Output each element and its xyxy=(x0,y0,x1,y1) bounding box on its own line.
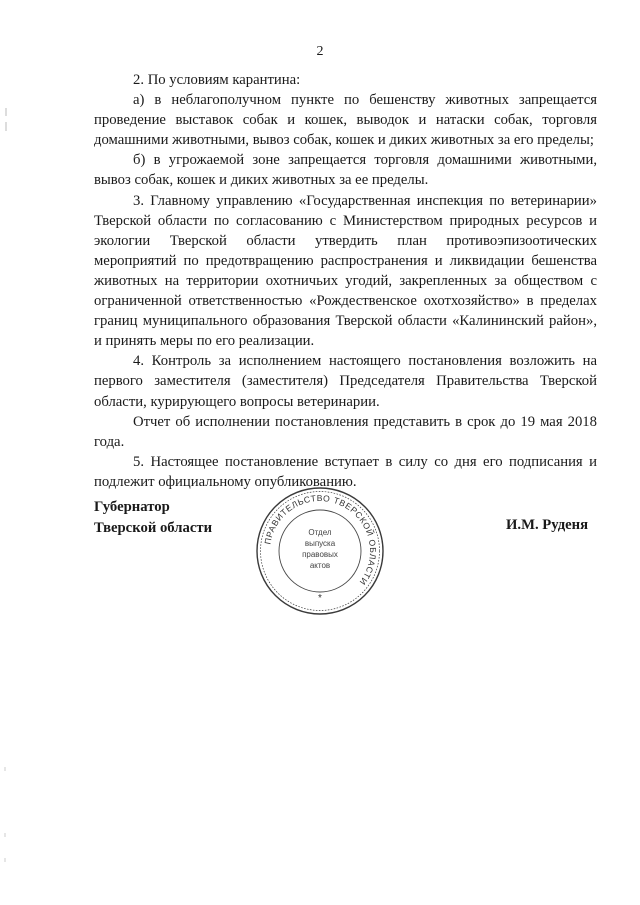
document-body xyxy=(94,70,597,492)
paragraph-2a: а) в неблагополучном пункте по бешенству животных запрещается проведение выставок собак и кошек, выводок и натаски собак, торговля домашними животными, вывоз собак, кошек и диких животных за его пределы; xyxy=(94,92,597,149)
paragraph-2-heading: 2. По условиям карантина: xyxy=(133,72,301,88)
stamp-ring-text: ПРАВИТЕЛЬСТВО ТВЕРСКОЙ ОБЛАСТИ xyxy=(262,492,379,588)
signatory-position xyxy=(94,497,212,539)
paragraph-3: 3. Главному управлению «Государственная инспекция по ветеринарии» Тверской области по согласованию с Министерством природных ресурсов и экологии Тверской области утвердить план противоэпизоотических мероприятий по предотвращению распространения и ликвидации бешенства животных на территории охотничьих угодий, закрепленных за обществом с ограниченной ответственностью «Рождественское охотхозяйство» в пределах границ муниципального образования Тверской области «Калининский район», и принять меры по его реализации. xyxy=(94,192,597,350)
signatory-region: Тверской области xyxy=(94,520,213,536)
paragraph-4: 4. Контроль за исполнением настоящего постановления возложить на первого заместителя (заместителя) Председателя Правительства Тверской области, курирующего вопросы ветеринарии. xyxy=(94,353,597,410)
svg-text:выпуска: выпуска xyxy=(304,539,336,548)
svg-text:актов: актов xyxy=(309,561,331,570)
svg-text:правовых: правовых xyxy=(302,550,338,559)
scan-margin-marks xyxy=(0,0,20,905)
paragraph-5: 5. Настоящее постановление вступает в силу со дня его подписания и подлежит официальному опубликованию. xyxy=(94,453,597,490)
page-number: 2 xyxy=(316,44,324,59)
svg-text:*: * xyxy=(318,593,322,604)
paragraph-report: Отчет об исполнении постановления представить в срок до 19 мая 2018 года. xyxy=(94,413,597,450)
official-stamp xyxy=(254,485,386,617)
paragraph-2b: б) в угрожаемой зоне запрещается торговля домашними животными, вывоз собак, кошек и диких животных за ее пределы. xyxy=(94,152,597,189)
signatory-title: Губернатор xyxy=(94,499,170,515)
svg-text:Отдел: Отдел xyxy=(308,528,332,537)
signatory-name: И.М. Руденя xyxy=(506,517,589,533)
